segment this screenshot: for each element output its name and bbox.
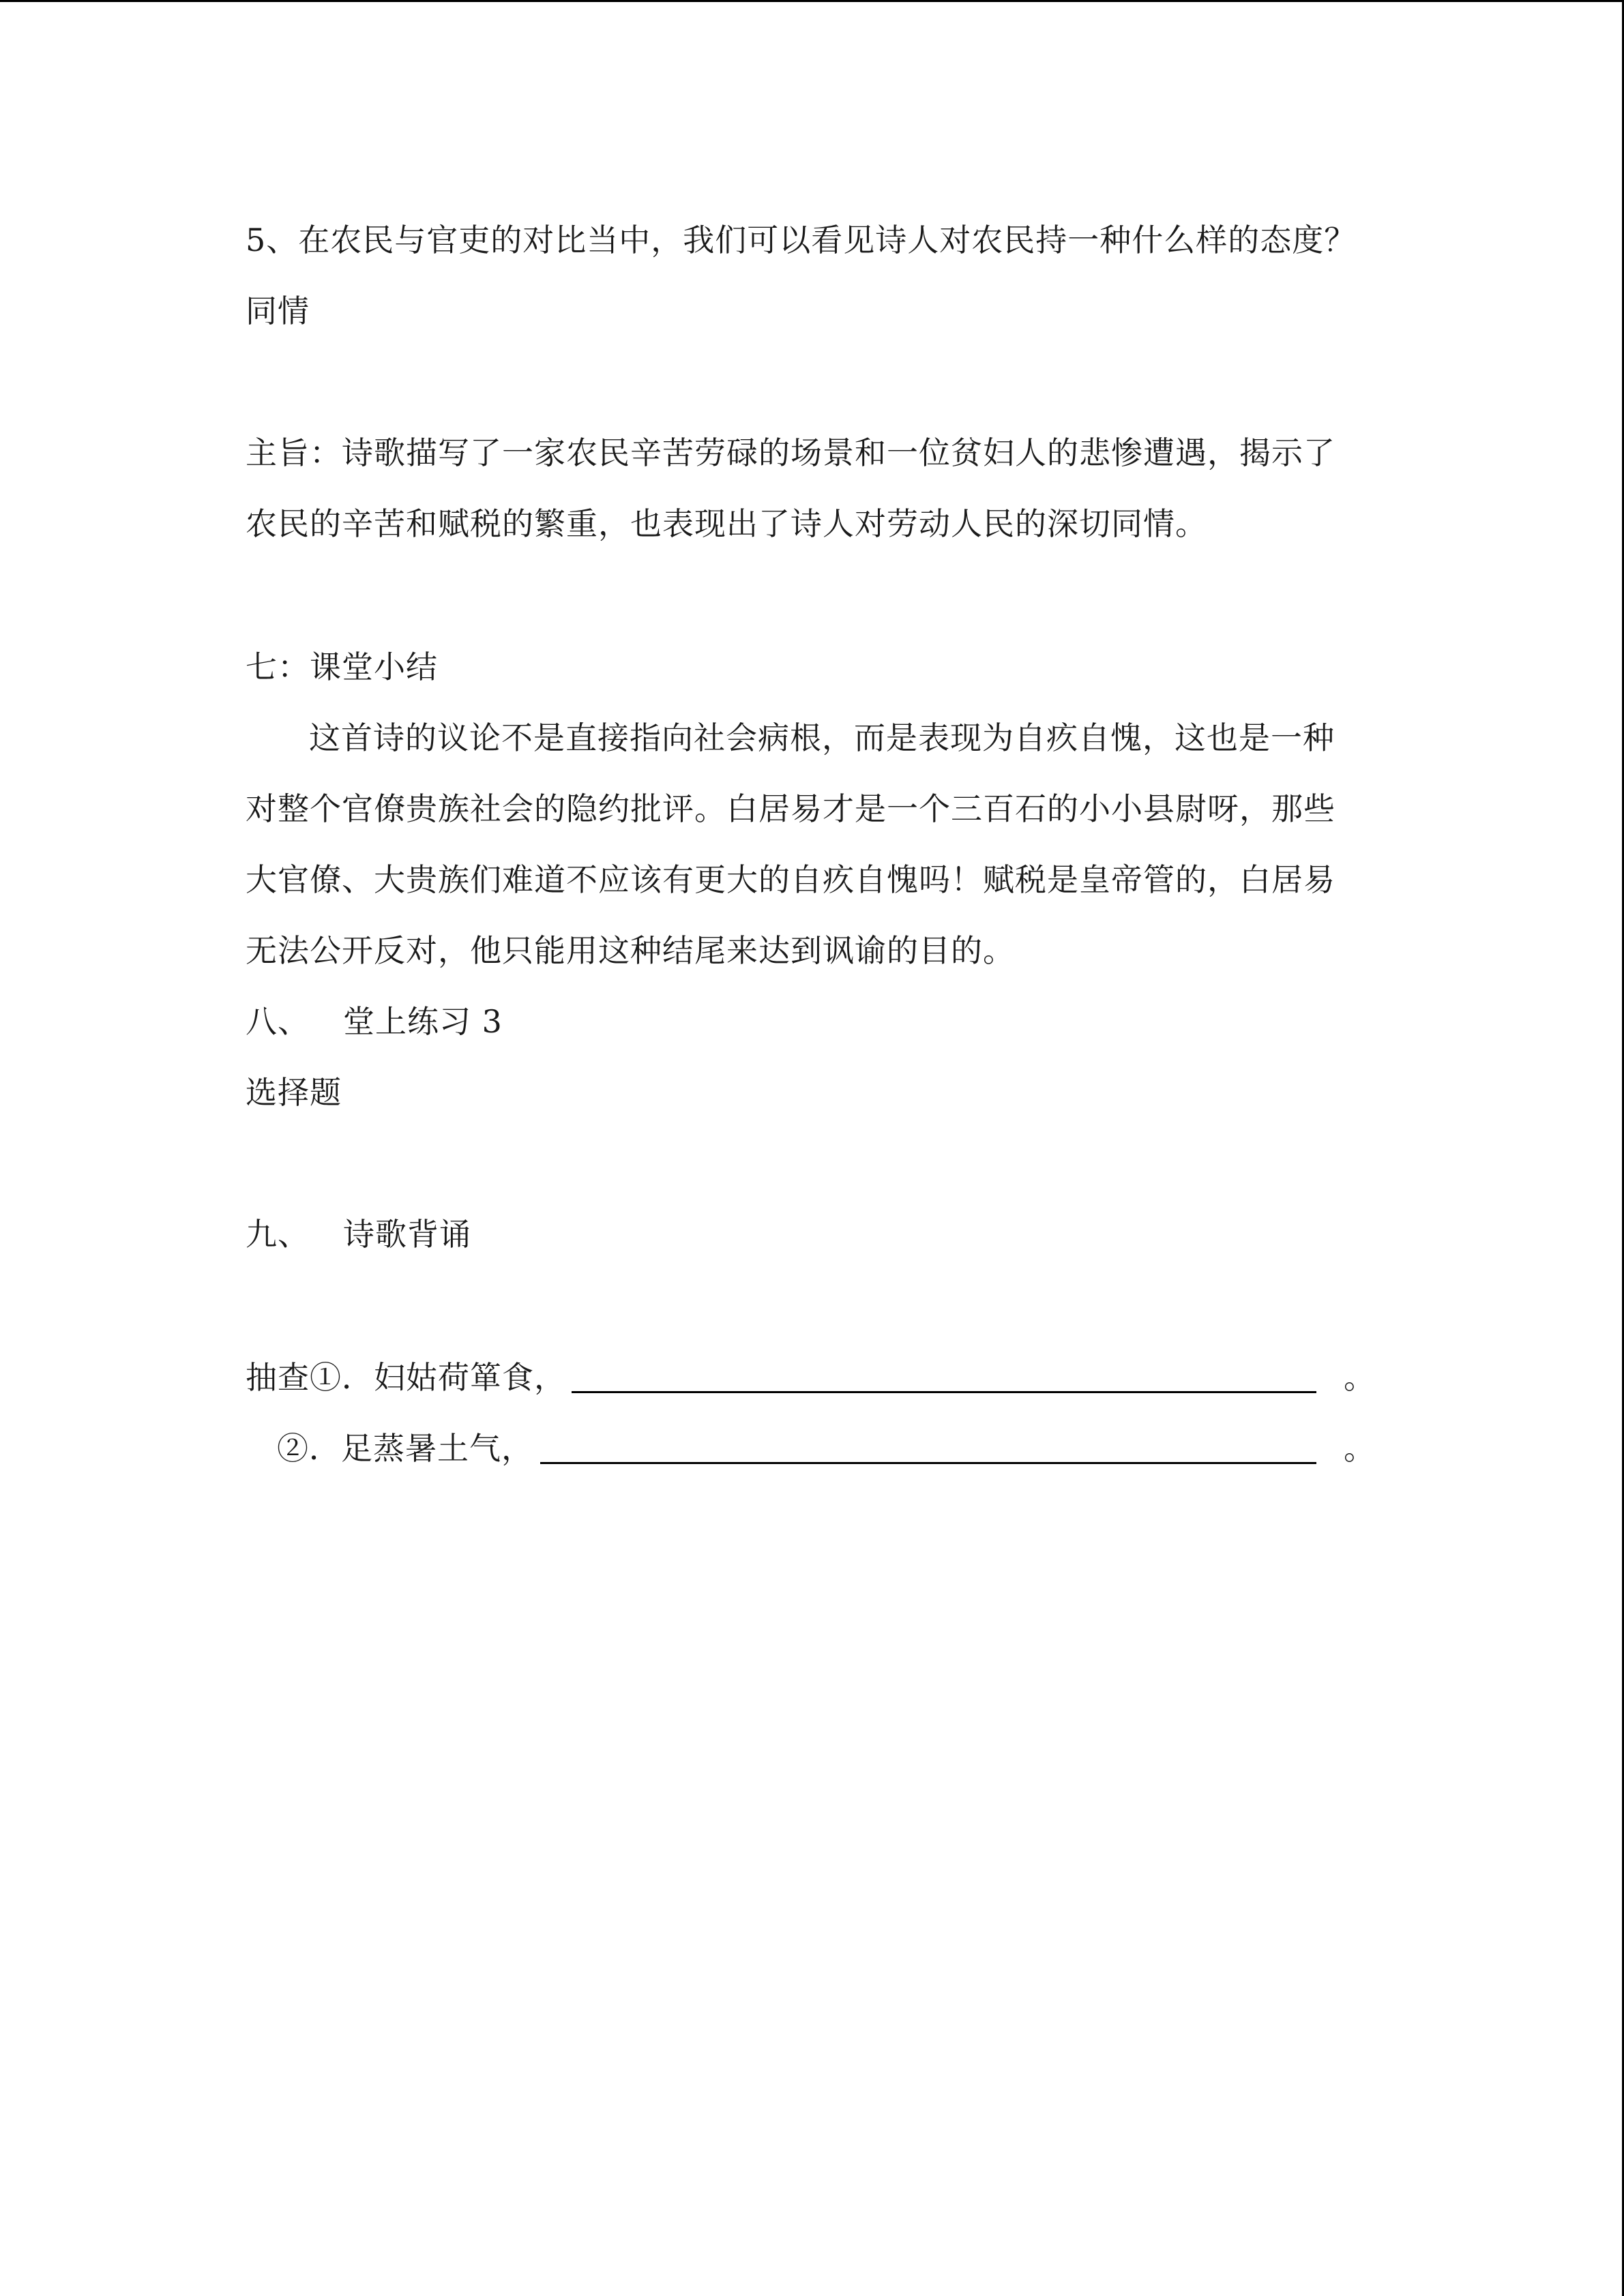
recite-item-1-prefix: 抽查①．妇姑荷箪食，	[246, 1359, 566, 1396]
summary-line-1: 这首诗的议论不是直接指向社会病根，而是表现为自疚自愧，这也是一种	[309, 719, 1335, 756]
summary-line-3: 大官僚、大贵族们难道不应该有更大的自疚自愧吗！赋税是皇帝管的，白居易	[246, 861, 1335, 898]
exercise-heading: 堂上练习 3	[343, 1003, 503, 1040]
recite-heading: 诗歌背诵	[343, 1216, 471, 1253]
summary-line-4: 无法公开反对，他只能用这种结尾来达到讽谕的目的。	[246, 932, 1015, 969]
theme-line-2: 农民的辛苦和赋税的繁重，也表现出了诗人对劳动人民的深切同情。	[246, 505, 1207, 542]
exercise-heading-number: 八、	[246, 1003, 310, 1040]
recite-heading-number: 九、	[246, 1216, 310, 1253]
recite-item-2-blank[interactable]	[540, 1428, 1316, 1464]
recite-item-2-prefix: ②．足蒸暑土气，	[277, 1430, 533, 1467]
summary-heading: 七：课堂小结	[246, 648, 438, 685]
recite-item-1-end: 。	[1344, 1359, 1375, 1396]
recite-item-2-end: 。	[1344, 1430, 1375, 1467]
recite-item-1-blank[interactable]	[572, 1357, 1316, 1393]
top-border-line	[0, 0, 1624, 2]
theme-line-1: 主旨：诗歌描写了一家农民辛苦劳碌的场景和一位贫妇人的悲惨遭遇，揭示了	[246, 434, 1335, 471]
question-5: 5、在农民与官吏的对比当中，我们可以看见诗人对农民持一种什么样的态度？	[246, 222, 1357, 258]
exercise-subheading: 选择题	[246, 1074, 342, 1111]
question-5-answer: 同情	[246, 293, 310, 329]
summary-line-2: 对整个官僚贵族社会的隐约批评。白居易才是一个三百石的小小县尉呀，那些	[246, 790, 1335, 827]
